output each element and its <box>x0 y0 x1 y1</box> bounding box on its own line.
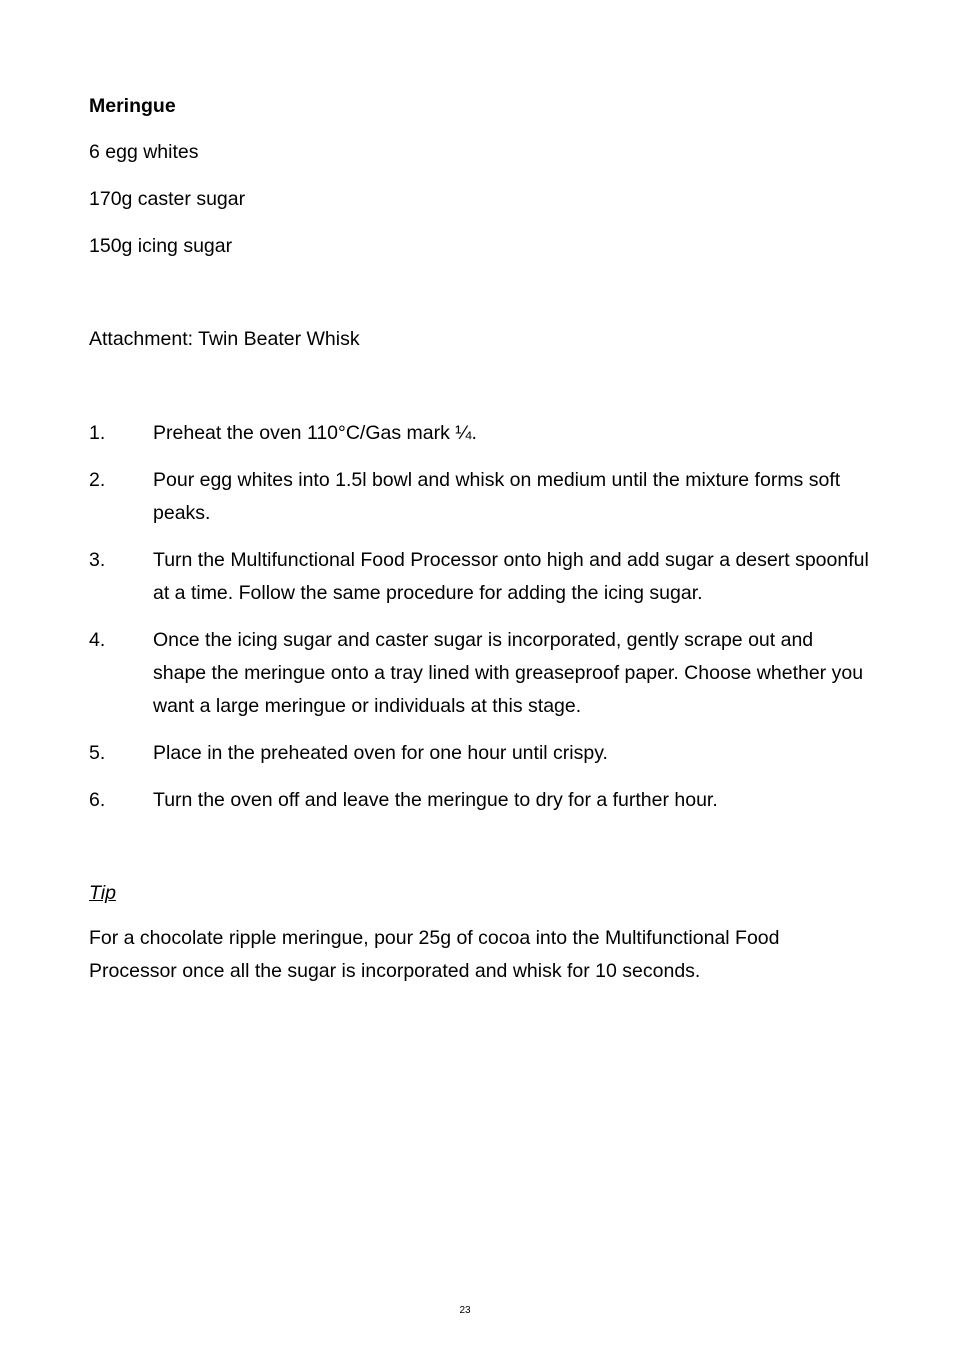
step-text: Turn the Multifunctional Food Processor onto high and add sugar a desert spoonful at a time. Follow the same procedure for adding the icing sugar. <box>153 549 869 604</box>
ingredient-item: 170g caster sugar <box>89 188 246 210</box>
recipe-title: Meringue <box>89 95 176 117</box>
method-step <box>89 737 869 770</box>
ingredient-item: 150g icing sugar <box>89 235 233 257</box>
method-steps <box>89 417 869 831</box>
step-text: Once the icing sugar and caster sugar is incorporated, gently scrape out and shape the meringue onto a tray lined with greaseproof paper. Choose whether you want a large meringue or individuals at this stage. <box>153 629 864 717</box>
step-number: 1. <box>89 422 106 444</box>
step-number: 5. <box>89 742 106 764</box>
page-number: 23 <box>459 1305 471 1316</box>
step-number: 4. <box>89 629 106 651</box>
method-step <box>89 544 869 610</box>
method-step <box>89 784 869 817</box>
step-text: Preheat the oven 110°C/Gas mark ¼. <box>153 422 477 444</box>
step-text: Turn the oven off and leave the meringue to dry for a further hour. <box>153 789 718 811</box>
ingredient-item: 6 egg whites <box>89 141 199 163</box>
method-step <box>89 464 869 530</box>
step-text: Pour egg whites into 1.5l bowl and whisk on medium until the mixture forms soft peaks. <box>153 469 841 524</box>
step-number: 2. <box>89 469 106 491</box>
step-number: 3. <box>89 549 106 571</box>
step-text: Place in the preheated oven for one hour until crispy. <box>153 742 608 764</box>
method-step <box>89 417 869 450</box>
tip-heading: Tip <box>89 882 116 904</box>
method-step <box>89 624 869 723</box>
attachment-line: Attachment: Twin Beater Whisk <box>89 328 360 350</box>
tip-text: For a chocolate ripple meringue, pour 25g of cocoa into the Multifunctional Food Processor once all the sugar is incorporated and whisk for 10 seconds. <box>89 927 780 982</box>
step-number: 6. <box>89 789 106 811</box>
